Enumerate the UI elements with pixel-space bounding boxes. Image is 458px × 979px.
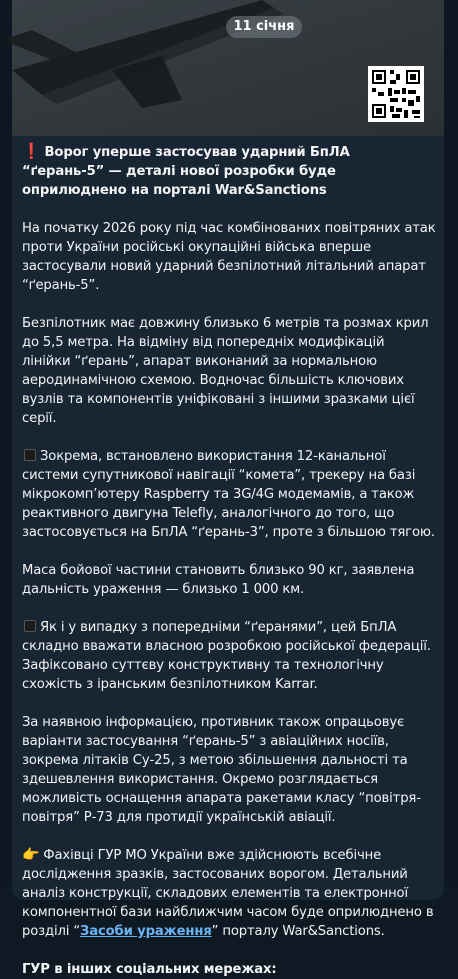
weapons-section-link[interactable]: Засоби ураження bbox=[80, 924, 212, 939]
paragraph-analysis-text: Фахівці ГУР МО України вже здійснюють всебічне дослідження зразків, застосованих ворогом. Детальний аналіз конструкції, складових елементів та електронної компонентної бази найближчим часом буде оприлюднено в розділі “ bbox=[22, 848, 434, 939]
social-footer: ГУР в інших соціальних мережах: bbox=[22, 962, 277, 977]
message-photo[interactable] bbox=[12, 0, 444, 136]
qr-code-icon bbox=[368, 66, 424, 122]
pointing-hand-icon: 👉 bbox=[22, 847, 40, 863]
message-bubble bbox=[12, 0, 444, 977]
paragraph-specs: Безпілотник має довжину близько 6 метрів та розмах крил до 5,5 метра. На відміну від попередніх модифікацій лінійки “ґерань”, апарат виконаний за нормальною аеродинамічною схемою. Водночас більшість ключових вузлів та компонентів уніфіковані з іншими зразками цієї серії. bbox=[22, 316, 429, 426]
black-square-icon bbox=[24, 620, 36, 632]
black-square-icon bbox=[24, 449, 36, 461]
paragraph-analysis bbox=[22, 846, 436, 941]
message-text bbox=[12, 136, 444, 979]
date-badge: 11 січня bbox=[226, 16, 302, 38]
paragraph-carriers: За наявною інформацією, противник також опрацьовує варіанти застосування “ґерань-5” з авіаційних носіїв, зокрема літаків Су-25, з метою збільшення дальності та здешевлення використання. Окремо розглядається можливість оснащення апарата ракетами класу “повітря-повітря” Р-73 для протидії українській авіації. bbox=[22, 715, 421, 825]
paragraph-analysis-tail: ” порталу War&Sanctions. bbox=[211, 924, 385, 939]
paragraph-origin bbox=[22, 618, 436, 694]
exclamation-icon: ❗ bbox=[22, 142, 41, 160]
paragraph-intro: На початку 2026 року під час комбінованих повітряних атак проти України російські окупаційні війська вперше застосували новий ударний безпілотний літальний апарат “ґерань-5”. bbox=[22, 221, 436, 293]
paragraph-components-text: Зокрема, встановлено використання 12-канальної системи супутникової навігації “комета”, трекеру на базі мікрокомп’ютеру Raspberry та 3G/4G модемамів, а також реактивного двигуна Telefly, аналогічного до того, що застосовується на БпЛА “ґерань-3”, проте з більшою тягою. bbox=[22, 449, 435, 540]
paragraph-warhead: Маса бойової частини становить близько 90 кг, заявлена дальність ураження — близько 1 000 км. bbox=[22, 563, 415, 597]
paragraph-origin-text: Як і у випадку з попередніми “ґеранями”, цей БпЛА складно вважати власною розробкою російської федерації. Зафіксовано суттєву конструктивну та технологічну схожість з іранським безпілотником Karrar. bbox=[22, 620, 431, 692]
headline-text: Ворог уперше застосував ударний БпЛА “ґерань-5” — деталі нової розробки буде оприлюднено на порталі War&Sanctions bbox=[22, 145, 350, 198]
message-headline bbox=[22, 142, 436, 200]
paragraph-components bbox=[22, 447, 436, 542]
